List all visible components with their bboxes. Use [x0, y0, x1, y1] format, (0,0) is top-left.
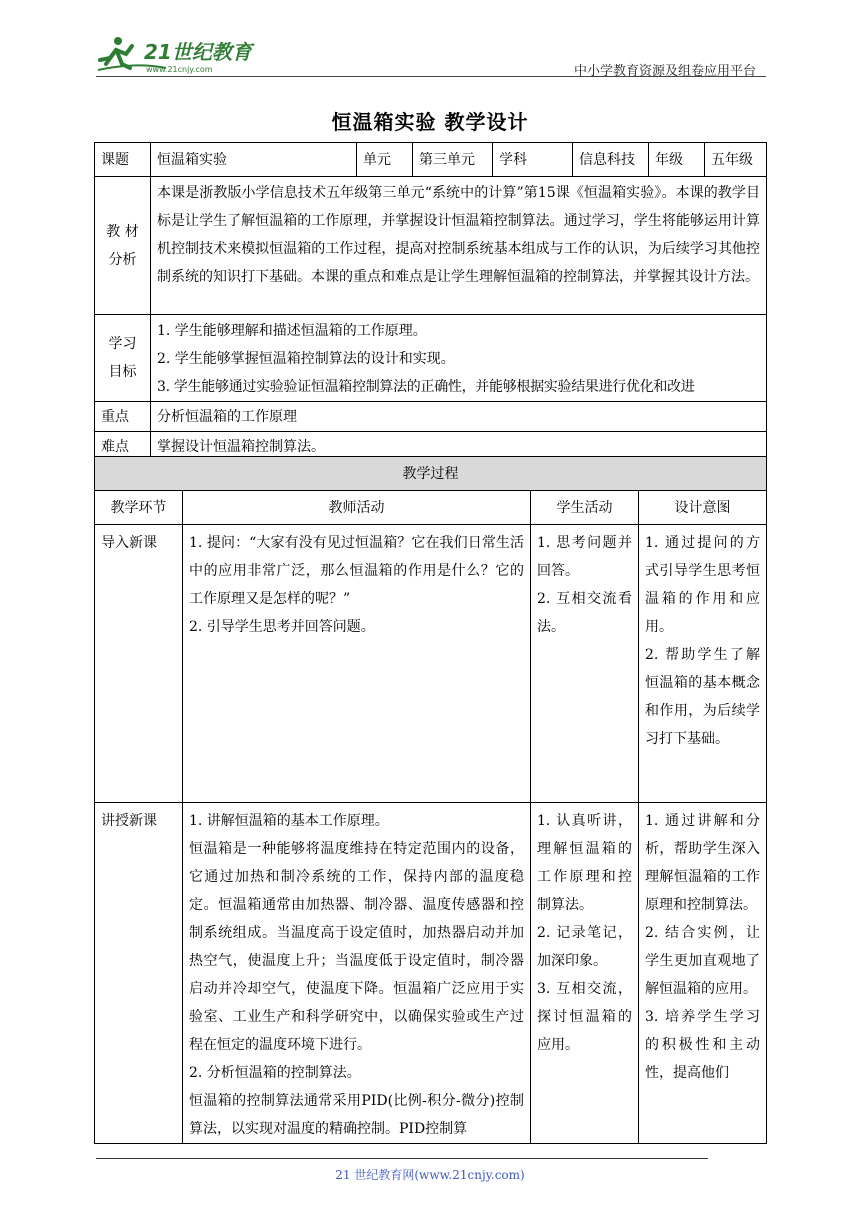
process-heading: 教学过程 — [95, 457, 767, 491]
topic-label: 课题 — [95, 143, 151, 177]
platform-name: 中小学教育资源及组卷应用平台 — [573, 64, 756, 79]
unit-label: 单元 — [357, 143, 413, 177]
site-logo — [96, 34, 266, 74]
student-paragraph: 1. 思考问题并回答。 — [537, 535, 632, 579]
student-paragraph: 2. 互相交流看法。 — [537, 591, 632, 635]
student-paragraph: 3. 互相交流，探讨恒温箱的应用。 — [537, 981, 632, 1053]
goals-label — [95, 315, 151, 402]
student-paragraph: 2. 记录笔记，加深印象。 — [537, 925, 632, 969]
design-intent — [639, 525, 767, 803]
unit-value: 第三单元 — [413, 143, 493, 177]
subject-label: 学科 — [493, 143, 573, 177]
table-row — [95, 803, 767, 1144]
teacher-paragraph: 2. 引导学生思考并回答问题。 — [189, 619, 375, 635]
difficulty-value: 掌握设计恒温箱控制算法。 — [151, 432, 767, 462]
material-analysis: 本课是浙教版小学信息技术五年级第三单元“系统中的计算”第15课《恒温箱实验》。本课的教学目标是让学生了解恒温箱的工作原理，并掌握设计恒温箱控制算法。通过学习，学生将能够运用计算机控制技术来模拟恒温箱的工作过程，提高对控制系统基本组成与工作的认识，为后续学习其他控制系统的知识打下基础。本课的重点和难点是让学生理解恒温箱的控制算法，并掌握其设计方法。 — [151, 177, 767, 315]
logo-text: 21世纪教育 — [144, 40, 252, 64]
teacher-activity — [183, 525, 531, 803]
teacher-paragraph: 恒温箱的控制算法通常采用PID(比例-积分-微分)控制算法，以实现对温度的精确控制。PID控制算 — [189, 1093, 524, 1137]
teacher-activity — [183, 803, 531, 1144]
col-stage-header: 教学环节 — [95, 491, 183, 525]
material-label — [95, 177, 151, 315]
header-divider — [96, 76, 766, 77]
intent-paragraph: 3. 培养学生学习的积极性和主动性，提高他们 — [645, 1009, 760, 1081]
col-student-header: 学生活动 — [531, 491, 639, 525]
subject-value: 信息科技 — [573, 143, 649, 177]
key-point-label: 重点 — [95, 402, 151, 432]
teaching-process-table — [94, 456, 767, 1144]
stage-cell: 导入新课 — [95, 525, 183, 803]
goal-item: 1. 学生能够理解和描述恒温箱的工作原理。 — [157, 323, 427, 339]
grade-label: 年级 — [649, 143, 705, 177]
student-activity — [531, 525, 639, 803]
intent-paragraph: 2. 结合实例，让学生更加直观地了解恒温箱的应用。 — [645, 925, 760, 997]
intent-paragraph: 1. 通过提问的方式引导学生思考恒温箱的作用和应用。 — [645, 535, 760, 635]
table-row — [95, 525, 767, 803]
goals-label-line2: 目标 — [108, 364, 137, 380]
material-label-line1: 教 材 — [106, 223, 139, 240]
col-intent-header: 设计意图 — [639, 491, 767, 525]
teacher-paragraph: 恒温箱是一种能够将温度维持在特定范围内的设备，它通过加热和制冷系统的工作，保持内部的温度稳定。恒温箱通常由加热器、制冷器、温度传感器和控制系统组成。当温度高于设定值时，加热器启动并加热空气，使温度上升；当温度低于设定值时，制冷器启动并冷却空气，使温度下降。恒温箱广泛应用于实验室、工业生产和科学研究中，以确保实验或生产过程在恒定的温度环境下进行。 — [189, 841, 524, 1053]
footer-link[interactable]: 21 世纪教育网(www.21cnjy.com) — [335, 1168, 525, 1182]
teacher-paragraph: 1. 讲解恒温箱的基本工作原理。 — [189, 813, 389, 829]
goals-label-line1: 学习 — [108, 336, 137, 352]
topic-value: 恒温箱实验 — [151, 143, 357, 177]
lesson-info-table — [94, 142, 767, 462]
teacher-paragraph: 2. 分析恒温箱的控制算法。 — [189, 1065, 361, 1081]
teacher-paragraph: 1. 提问：“大家有没有见过恒温箱？它在我们日常生活中的应用非常广泛，那么恒温箱的作用是什么？它的工作原理又是怎样的呢？” — [189, 535, 524, 607]
page-title: 恒温箱实验 教学设计 — [331, 110, 529, 134]
design-intent — [639, 803, 767, 1144]
intent-paragraph: 2. 帮助学生了解恒温箱的基本概念和作用，为后续学习打下基础。 — [645, 647, 760, 747]
student-activity — [531, 803, 639, 1144]
learning-goals — [151, 315, 767, 402]
material-label-line2: 分析 — [108, 251, 137, 268]
difficulty-label: 难点 — [95, 432, 151, 462]
student-paragraph: 1. 认真听讲，理解恒温箱的工作原理和控制算法。 — [537, 813, 632, 913]
intent-paragraph: 1. 通过讲解和分析，帮助学生深入理解恒温箱的工作原理和控制算法。 — [645, 813, 760, 913]
col-teacher-header: 教师活动 — [183, 491, 531, 525]
page-header — [96, 30, 764, 78]
stage-cell: 讲授新课 — [95, 803, 183, 1144]
footer-divider — [96, 1158, 708, 1159]
logo-url: www.21cnjy.com — [146, 65, 213, 74]
goal-item: 2. 学生能够掌握恒温箱控制算法的设计和实现。 — [157, 351, 455, 367]
key-point-value: 分析恒温箱的工作原理 — [151, 402, 767, 432]
grade-value: 五年级 — [705, 143, 767, 177]
goal-item: 3. 学生能够通过实验验证恒温箱控制算法的正确性，并能够根据实验结果进行优化和改进 — [157, 379, 695, 395]
